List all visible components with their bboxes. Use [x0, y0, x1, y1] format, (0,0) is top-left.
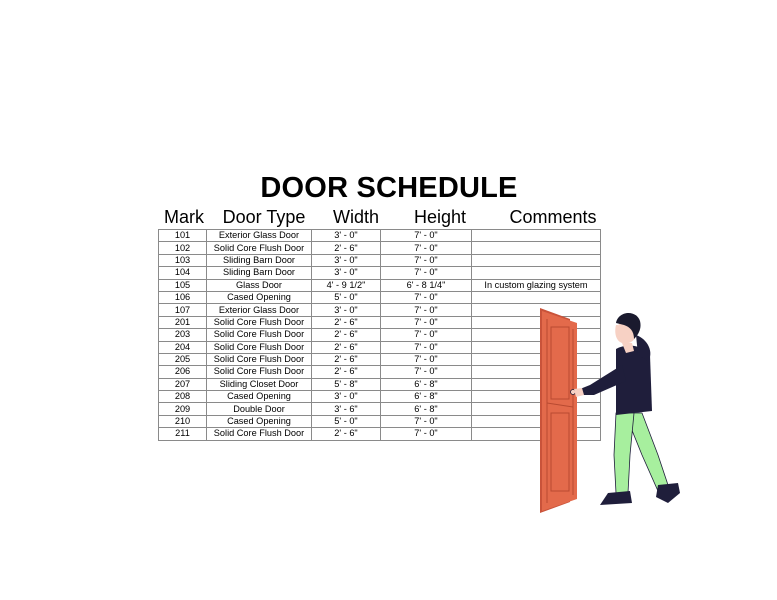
cell-width: 3' - 6"	[312, 403, 381, 415]
cell-comments	[472, 242, 601, 254]
cell-mark: 208	[159, 391, 207, 403]
cell-width: 3' - 0"	[312, 304, 381, 316]
header-width: Width	[332, 207, 379, 227]
cell-width: 2' - 6"	[312, 428, 381, 440]
cell-width: 3' - 0"	[312, 267, 381, 279]
table-row	[159, 291, 601, 303]
cell-mark: 101	[159, 230, 207, 242]
cell-door-type: Cased Opening	[207, 391, 312, 403]
cell-door-type: Sliding Closet Door	[207, 378, 312, 390]
page-title: DOOR SCHEDULE	[260, 172, 518, 204]
cell-height: 7' - 0"	[381, 254, 472, 266]
cell-mark: 205	[159, 353, 207, 365]
cell-door-type: Solid Core Flush Door	[207, 242, 312, 254]
cell-width: 3' - 0"	[312, 230, 381, 242]
cell-height: 7' - 0"	[381, 428, 472, 440]
cell-door-type: Cased Opening	[207, 415, 312, 427]
cell-door-type: Cased Opening	[207, 291, 312, 303]
shoe-front	[600, 491, 632, 505]
cell-door-type: Solid Core Flush Door	[207, 428, 312, 440]
cell-door-type: Sliding Barn Door	[207, 254, 312, 266]
cell-door-type: Solid Core Flush Door	[207, 329, 312, 341]
cell-mark: 204	[159, 341, 207, 353]
cell-door-type: Solid Core Flush Door	[207, 366, 312, 378]
cell-height: 6' - 8 1/4"	[381, 279, 472, 291]
cell-door-type: Exterior Glass Door	[207, 304, 312, 316]
cell-height: 7' - 0"	[381, 242, 472, 254]
cell-height: 7' - 0"	[381, 267, 472, 279]
cell-mark: 210	[159, 415, 207, 427]
leg-front	[614, 413, 634, 493]
cell-width: 3' - 0"	[312, 254, 381, 266]
cell-comments	[472, 291, 601, 303]
header-door-type: Door Type	[222, 207, 306, 227]
cell-width: 2' - 6"	[312, 242, 381, 254]
cell-width: 2' - 6"	[312, 341, 381, 353]
cell-height: 6' - 8"	[381, 378, 472, 390]
cell-comments	[472, 254, 601, 266]
person-opening-door-icon	[530, 305, 690, 520]
cell-mark: 103	[159, 254, 207, 266]
cell-door-type: Exterior Glass Door	[207, 230, 312, 242]
cell-height: 7' - 0"	[381, 230, 472, 242]
cell-door-type: Solid Core Flush Door	[207, 316, 312, 328]
cell-door-type: Solid Core Flush Door	[207, 341, 312, 353]
cell-mark: 203	[159, 329, 207, 341]
cell-width: 5' - 0"	[312, 415, 381, 427]
cell-mark: 201	[159, 316, 207, 328]
cell-width: 2' - 6"	[312, 366, 381, 378]
cell-width: 5' - 8"	[312, 378, 381, 390]
cell-width: 2' - 6"	[312, 316, 381, 328]
cell-height: 7' - 0"	[381, 353, 472, 365]
cell-height: 6' - 8"	[381, 403, 472, 415]
cell-mark: 209	[159, 403, 207, 415]
cell-width: 2' - 6"	[312, 329, 381, 341]
cell-door-type: Solid Core Flush Door	[207, 353, 312, 365]
table-row	[159, 254, 601, 266]
cell-mark: 104	[159, 267, 207, 279]
cell-width: 2' - 6"	[312, 353, 381, 365]
header-mark: Mark	[164, 207, 204, 227]
cell-door-type: Glass Door	[207, 279, 312, 291]
cell-mark: 107	[159, 304, 207, 316]
cell-height: 7' - 0"	[381, 291, 472, 303]
cell-mark: 211	[159, 428, 207, 440]
shoe-back	[656, 483, 680, 503]
cell-height: 7' - 0"	[381, 415, 472, 427]
cell-comments: In custom glazing system	[472, 279, 601, 291]
cell-height: 7' - 0"	[381, 304, 472, 316]
cell-width: 3' - 0"	[312, 391, 381, 403]
cell-mark: 106	[159, 291, 207, 303]
cell-width: 4' - 9 1/2"	[312, 279, 381, 291]
cell-height: 7' - 0"	[381, 316, 472, 328]
table-row	[159, 279, 601, 291]
cell-mark: 105	[159, 279, 207, 291]
cell-height: 7' - 0"	[381, 341, 472, 353]
cell-height: 7' - 0"	[381, 329, 472, 341]
cell-height: 6' - 8"	[381, 391, 472, 403]
cell-door-type: Sliding Barn Door	[207, 267, 312, 279]
cell-comments	[472, 267, 601, 279]
cell-mark: 206	[159, 366, 207, 378]
header-height: Height	[413, 207, 467, 227]
table-row	[159, 267, 601, 279]
cell-height: 7' - 0"	[381, 366, 472, 378]
cell-width: 5' - 0"	[312, 291, 381, 303]
table-row	[159, 242, 601, 254]
cell-comments	[472, 230, 601, 242]
table-row	[159, 230, 601, 242]
cell-mark: 207	[159, 378, 207, 390]
cell-mark: 102	[159, 242, 207, 254]
header-comments: Comments	[509, 207, 597, 227]
cell-door-type: Double Door	[207, 403, 312, 415]
